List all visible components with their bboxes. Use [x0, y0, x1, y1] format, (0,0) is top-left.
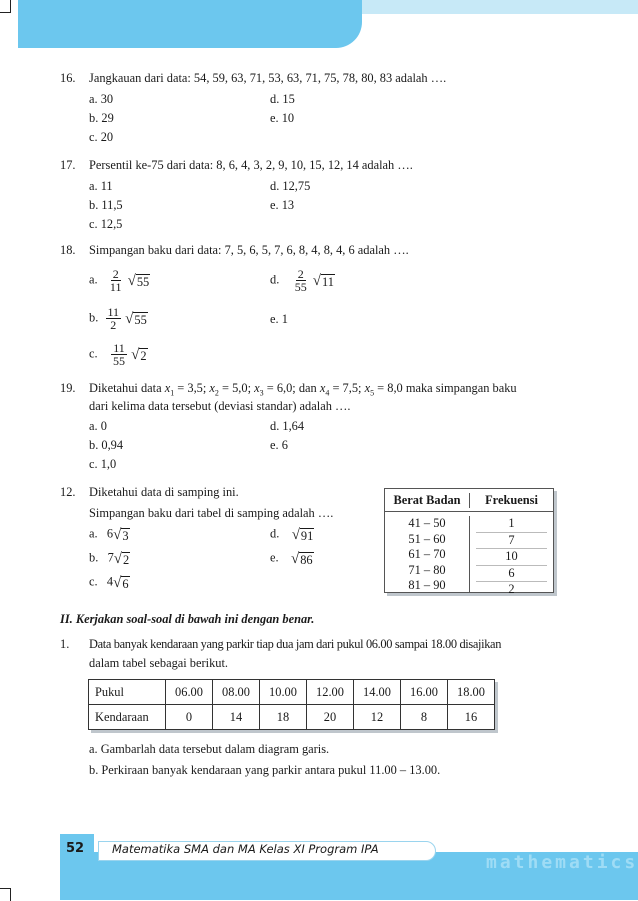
- square-root: √ 86: [291, 551, 313, 567]
- table-cell: 8: [401, 705, 448, 730]
- option-e: e. 13: [270, 198, 295, 212]
- task-a: a. Gambarlah data tersebut dalam diagram garis.: [89, 742, 330, 756]
- table-cell: 6: [476, 566, 547, 583]
- table-cell: 12: [354, 705, 401, 730]
- table-cell: 14.00: [354, 680, 401, 705]
- question-text-line2: dari kelima data tersebut (deviasi standar) adalah ….: [89, 399, 351, 413]
- table-body: [385, 512, 553, 596]
- header-berat-badan: Berat Badan: [385, 493, 470, 508]
- fraction: $\frac{2}{11}$: [109, 267, 122, 294]
- table-cell: 20: [307, 705, 354, 730]
- option-a: a. 11: [89, 179, 113, 193]
- option-d: [270, 526, 314, 543]
- table-row: [89, 680, 495, 705]
- parking-table: [88, 679, 495, 730]
- option-c: c. 1,0: [89, 457, 117, 471]
- option-label: a.: [89, 526, 98, 541]
- question-text: Jangkauan dari data: 54, 59, 63, 71, 53, 63, 71, 75, 78, 80, 83 adalah ….: [89, 71, 447, 85]
- option-label: a.: [89, 272, 98, 287]
- table-cell: 0: [166, 705, 213, 730]
- table-cell: 18: [260, 705, 307, 730]
- row-label-kendaraan: Kendaraan: [89, 705, 166, 730]
- option-label: d.: [270, 272, 280, 287]
- book-title: Matematika SMA dan MA Kelas XI Program IPA: [112, 842, 379, 856]
- table-cell: 10.00: [260, 680, 307, 705]
- question-number: 12.: [60, 485, 76, 499]
- question-number: 1.: [60, 637, 70, 651]
- option-a: a. 30: [89, 92, 114, 106]
- option-d: d. 15: [270, 92, 295, 106]
- crop-mark: [0, 0, 11, 13]
- option-e: [270, 550, 314, 567]
- option-label: d.: [270, 526, 280, 541]
- task-b: b. Perkiraan banyak kendaraan yang parkir antara pukul 11.00 – 13.00.: [89, 763, 441, 777]
- option-c: c. 20: [89, 130, 114, 144]
- option-b: b. 0,94: [89, 438, 124, 452]
- question-text: Persentil ke-75 dari data: 8, 6, 4, 3, 2, 9, 10, 15, 12, 14 adalah ….: [89, 158, 413, 172]
- question-number: 17.: [60, 158, 76, 172]
- option-label: b.: [89, 550, 99, 565]
- question-text-line2: dalam tabel sebagai berikut.: [89, 656, 228, 670]
- table-cell: 08.00: [213, 680, 260, 705]
- square-root: √ 55: [127, 273, 150, 289]
- table-cell: 1: [476, 516, 547, 533]
- option-c: [89, 342, 148, 367]
- option-label: c.: [89, 346, 98, 361]
- table-cell: 61 – 70: [408, 547, 446, 561]
- question-text: Diketahui data di samping ini.: [89, 485, 239, 499]
- watermark-text: mathematics: [486, 852, 638, 873]
- option-e: e. 1: [270, 312, 288, 326]
- option-b: b. 11,5: [89, 198, 123, 212]
- square-root: √ 91: [291, 527, 314, 543]
- table-cell: 7: [476, 533, 547, 550]
- table-cell: 12.00: [307, 680, 354, 705]
- section-heading: II. Kerjakan soal-soal di bawah ini dengan benar.: [60, 612, 315, 626]
- table-cell: 51 – 60: [408, 531, 446, 546]
- option-label: b.: [89, 310, 99, 325]
- option-c: c. 4 √ 6: [89, 574, 129, 591]
- square-root: √ 2: [113, 551, 130, 567]
- row-label-pukul: Pukul: [89, 680, 166, 705]
- fraction: $\frac{11}{2}$: [107, 305, 120, 332]
- frequency-column: [470, 516, 553, 596]
- table-cell: 81 – 90: [408, 578, 446, 592]
- question-text: Data banyak kendaraan yang parkir tiap dua jam dari pukul 06.00 sampai 18.00 disajikan: [89, 637, 502, 651]
- header-band: [18, 0, 362, 48]
- square-root: √ 2: [131, 347, 147, 363]
- option-d: d. 12,75: [270, 179, 311, 193]
- option-label: c.: [89, 574, 98, 589]
- table-cell: 71 – 80: [408, 562, 446, 577]
- option-d: [270, 268, 335, 293]
- option-a: a. 6 √ 3: [89, 526, 129, 543]
- question-text: Diketahui data $x_1 = 3,5$; $x_2 = 5,0$; $x_3 = 6,0$; dan $x_4 = 7,5$; $x_5 = 8,0$ maka simpangan baku: [89, 381, 517, 398]
- table-row: [89, 705, 495, 730]
- table-cell: 41 – 50: [408, 516, 446, 530]
- option-b: b. 29: [89, 111, 114, 125]
- question-text: Simpangan baku dari data: 7, 5, 6, 5, 7, 6, 8, 4, 8, 4, 6 adalah ….: [89, 243, 409, 257]
- square-root: √ 6: [113, 575, 129, 591]
- fraction: $\frac{2}{55}$: [294, 267, 307, 294]
- table-cell: 14: [213, 705, 260, 730]
- option-a: a. 0: [89, 419, 107, 433]
- question-number: 19.: [60, 381, 76, 395]
- square-root: √ 3: [113, 527, 129, 543]
- square-root: √ 11: [312, 273, 334, 289]
- option-b: [89, 306, 148, 331]
- table-cell: 10: [476, 549, 547, 566]
- table-cell: 16.00: [401, 680, 448, 705]
- square-root: √ 55: [125, 311, 147, 327]
- crop-mark: [0, 888, 11, 901]
- fraction: $\frac{11}{55}$: [113, 341, 125, 368]
- option-a: [89, 268, 150, 293]
- table-cell: 06.00: [166, 680, 213, 705]
- option-e: e. 10: [270, 111, 295, 125]
- option-d: d. 1,64: [270, 419, 305, 433]
- option-label: e.: [270, 550, 279, 565]
- table-cell: 2: [508, 582, 515, 596]
- table-header: [385, 489, 553, 512]
- ranges-column: [385, 516, 470, 592]
- question-number: 18.: [60, 243, 76, 257]
- question-text-line2: Simpangan baku dari tabel di samping adalah ….: [89, 506, 334, 520]
- header-frekuensi: Frekuensi: [485, 492, 538, 507]
- option-e: e. 6: [270, 438, 288, 452]
- table-cell: 18.00: [448, 680, 495, 705]
- page-number: 52: [66, 841, 85, 856]
- frequency-table: [384, 488, 554, 596]
- question-number: 16.: [60, 71, 76, 85]
- table-cell: 16: [448, 705, 495, 730]
- option-b: b. 7 √ 2: [89, 550, 130, 567]
- option-c: c. 12,5: [89, 217, 123, 231]
